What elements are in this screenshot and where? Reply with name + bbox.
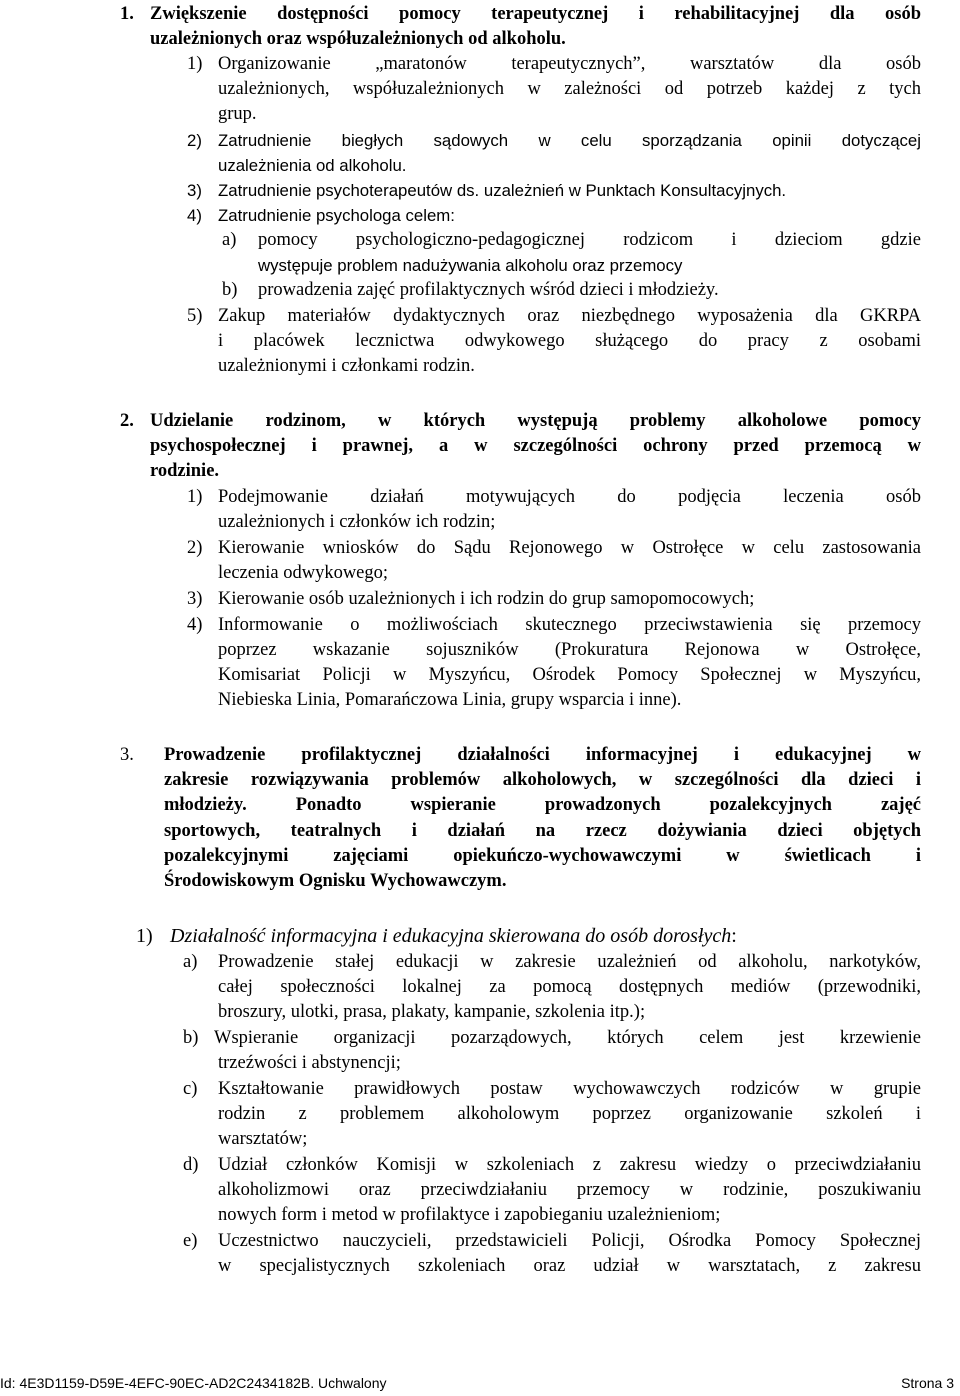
- list-marker: 1): [136, 925, 153, 947]
- section-number: 2.: [120, 411, 134, 431]
- list-marker: 3): [187, 181, 202, 200]
- list-item-line: warsztatów;: [218, 1129, 308, 1149]
- heading-line: psychospołecznej i prawnej, a w szczególności ochrony przed przemocą w: [150, 436, 921, 456]
- section-number: 1.: [120, 4, 134, 24]
- list-marker: 4): [187, 206, 202, 225]
- list-item-line: Kierowanie osób uzależnionych i ich rodzin do grup samopomocowych;: [218, 589, 755, 609]
- list-marker: d): [183, 1155, 199, 1175]
- heading-line: sportowych, teatralnych i działań na rzecz dożywiania dzieci objętych: [164, 821, 921, 841]
- list-marker: 3): [187, 589, 203, 609]
- list-item-line: Kierowanie wniosków do Sądu Rejonowego w Ostrołęce w celu zastosowania: [218, 538, 921, 558]
- list-item-line: i placówek lecznictwa odwykowego służącego do pracy z osobami: [218, 331, 921, 351]
- list-marker: 2): [187, 538, 203, 558]
- list-item-line: uzależnionych i członków ich rodzin;: [218, 512, 496, 532]
- list-marker: a): [183, 952, 198, 972]
- heading-line: Prowadzenie profilaktycznej działalności informacyjnej i edukacyjnej w: [164, 745, 921, 765]
- list-item-line: Zatrudnienie biegłych sądowych w celu sporządzania opinii dotyczącej: [218, 131, 921, 150]
- document-id-footer: Id: 4E3D1159-D59E-4EFC-90EC-AD2C2434182B. Uchwalony: [0, 1375, 387, 1391]
- list-item-line: Podejmowanie działań motywujących do podjęcia leczenia osób: [218, 487, 921, 507]
- list-marker: b): [222, 280, 238, 300]
- heading-line: młodzieży. Ponadto wspieranie prowadzonych pozalekcyjnych zajęć: [164, 795, 921, 815]
- list-marker: 1): [187, 487, 203, 507]
- list-item-line: występuje problem nadużywania alkoholu oraz przemocy: [258, 256, 683, 275]
- list-item-line: Organizowanie „maratonów terapeutycznych”, warsztatów dla osób: [218, 54, 921, 74]
- list-item-line: Niebieska Linia, Pomarańczowa Linia, grupy wsparcia i inne).: [218, 690, 682, 710]
- heading-line: Zwiększenie dostępności pomocy terapeutycznej i rehabilitacyjnej dla osób: [150, 4, 921, 24]
- list-item-line: Zatrudnienie psychoterapeutów ds. uzależnień w Punktach Konsultacyjnych.: [218, 181, 787, 200]
- list-item-line: Uczestnictwo nauczycieli, przedstawicieli Policji, Ośrodka Pomocy Społecznej: [218, 1231, 921, 1251]
- subheading-title: Działalność informacyjna i edukacyjna skierowana do osób dorosłych: [170, 925, 732, 947]
- list-item-line: pomocy psychologiczno-pedagogicznej rodzicom i dzieciom gdzie: [258, 230, 921, 250]
- list-item-line: alkoholizmowi oraz przeciwdziałaniu przemocy w rodzinie, poszukiwaniu: [218, 1180, 921, 1200]
- subheading-text: [170, 924, 737, 950]
- list-item-line: w specjalistycznych szkoleniach oraz udział w warsztatach, z zakresu: [218, 1256, 921, 1276]
- list-item-line: rodzin z problemem alkoholowym poprzez organizowanie szkoleń i: [218, 1104, 921, 1124]
- list-item-line: Wspieranie organizacji pozarządowych, których celem jest krzewienie: [214, 1028, 921, 1048]
- list-marker: 2): [187, 131, 202, 150]
- list-item-line: Zakup materiałów dydaktycznych oraz niezbędnego wyposażenia dla GKRPA: [218, 306, 921, 326]
- list-item-line: grup.: [218, 104, 257, 124]
- heading-line: Udzielanie rodzinom, w których występują problemy alkoholowe pomocy: [150, 411, 921, 431]
- list-item-line: prowadzenia zajęć profilaktycznych wśród dzieci i młodzieży.: [258, 280, 719, 300]
- list-item-line: uzależnionych, współuzależnionych w zależności od potrzeb każdej z tych: [218, 79, 921, 99]
- list-item-line: trzeźwości i abstynencji;: [218, 1053, 401, 1073]
- heading-line: rodzinie.: [150, 461, 220, 481]
- subheading-colon: :: [731, 925, 737, 947]
- list-item-line: Zatrudnienie psychologa celem:: [218, 206, 455, 225]
- list-marker: b): [183, 1028, 199, 1048]
- list-item-line: Informowanie o możliwościach skutecznego przeciwstawienia się przemocy: [218, 615, 921, 635]
- list-marker: 5): [187, 306, 203, 326]
- heading-line: pozalekcyjnymi zajęciami opiekuńczo-wychowawczymi w świetlicach i: [164, 846, 921, 866]
- list-item-line: nowych form i metod w profilaktyce i zapobieganiu uzależnieniom;: [218, 1205, 721, 1225]
- list-item-line: poprzez wskazanie sojuszników (Prokuratura Rejonowa w Ostrołęce,: [218, 640, 921, 660]
- list-marker: c): [183, 1079, 198, 1099]
- list-marker: 4): [187, 615, 203, 635]
- list-item-line: Prowadzenie stałej edukacji w zakresie uzależnień od alkoholu, narkotyków,: [218, 952, 921, 972]
- list-item-line: broszury, ulotki, prasa, plakaty, kampanie, szkolenia itp.);: [218, 1002, 646, 1022]
- list-marker: e): [183, 1231, 198, 1251]
- page-number-footer: Strona 3: [901, 1375, 954, 1391]
- list-item-line: uzależnionymi i członkami rodzin.: [218, 356, 475, 376]
- heading-line: uzależnionych oraz współuzależnionych od alkoholu.: [150, 29, 566, 49]
- list-item-line: Kształtowanie prawidłowych postaw wychowawczych rodziców w grupie: [218, 1079, 921, 1099]
- list-item-line: uzależnienia od alkoholu.: [218, 156, 407, 175]
- heading-line: zakresie rozwiązywania problemów alkoholowych, w szczególności dla dzieci i: [164, 770, 921, 790]
- list-marker: a): [222, 230, 237, 250]
- list-item-line: całej społeczności lokalnej za pomocą dostępnych mediów (przewodniki,: [218, 977, 921, 997]
- heading-line: Środowiskowym Ognisku Wychowawczym.: [164, 871, 507, 891]
- list-item-line: Komisariat Policji w Myszyńcu, Ośrodek Pomocy Społecznej w Myszyńcu,: [218, 665, 921, 685]
- list-item-line: leczenia odwykowego;: [218, 563, 389, 583]
- section-number: 3.: [120, 745, 134, 765]
- list-marker: 1): [187, 54, 203, 74]
- list-item-line: Udział członków Komisji w szkoleniach z zakresu wiedzy o przeciwdziałaniu: [218, 1155, 921, 1175]
